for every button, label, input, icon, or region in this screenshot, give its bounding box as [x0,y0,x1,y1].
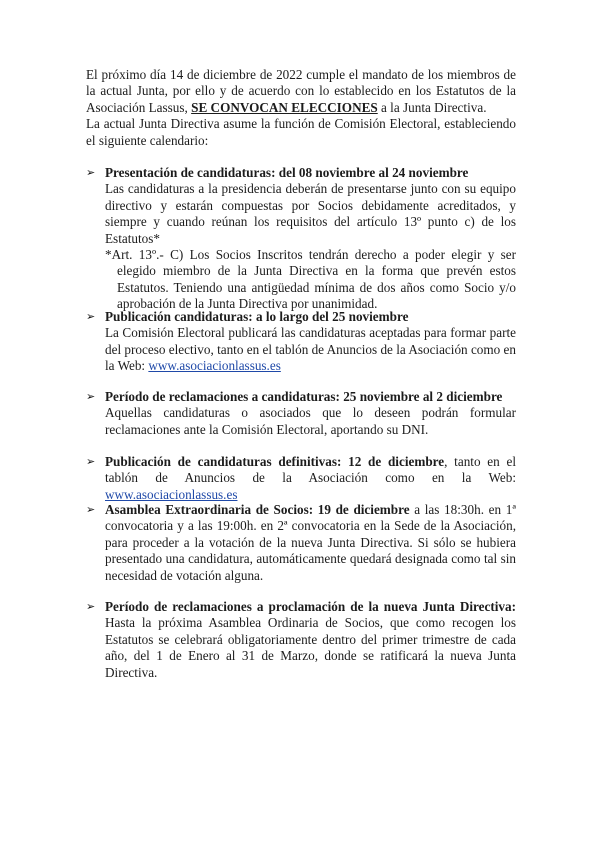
heading-text: Publicación de candidaturas definitivas: 12 de diciembre [105,454,445,469]
intro-paragraph-1 [86,67,516,116]
arrow-bullet-icon: ➢ [86,310,96,323]
section-proclamation-claims [86,599,516,681]
body-text: a las 18:30h. en 1ª convocatoria y a las 19:00h. en 2ª convocatoria en la Sede de la Asociación, para proceder a la votación de la nueva Junta Directiva. Si sólo se hubiera presentado una candidatura, automáticamente quedará designada como tal sin necesidad de votación alguna. [105,502,516,583]
intro-text-a: El próximo día 14 de diciembre de 2022 cumple el mandato de los miembros de la actual Junta, por ello y de acuerdo con lo establecido en los Estatutos de la Asociación Lassus, [86,67,516,115]
body-text: La Comisión Electoral publicará las candidaturas aceptadas para formar parte del proceso electivo, tanto en el tablón de Anuncios de la Asociación como en la Web: [105,325,516,374]
intro-paragraph-2: La actual Junta Directiva asume la función de Comisión Electoral, estableciendo el siguiente calendario: [86,116,516,148]
section-candidacy-submission [86,165,516,313]
section-candidacy-publication [86,309,516,375]
section-final-candidacies [86,454,516,503]
section-body [86,454,516,503]
body-text: , tanto en el tablón de Anuncios de la Asociación como en la Web: [105,454,516,486]
heading-text: Período de reclamaciones a candidaturas: 25 noviembre al 2 diciembre [105,389,503,404]
heading-text: Asamblea Extraordinaria de Socios: 19 de diciembre [105,502,410,517]
arrow-bullet-icon: ➢ [86,390,96,403]
website-link[interactable]: www.asociacionlassus.es [105,486,238,502]
section-heading [86,309,516,325]
website-link[interactable]: www.asociacionlassus.es [148,358,281,374]
section-heading [86,389,516,405]
section-heading [86,165,516,181]
heading-text: Período de reclamaciones a proclamación de la nueva Junta Directiva: [105,599,516,614]
arrow-bullet-icon: ➢ [86,166,96,179]
section-body: Aquellas candidaturas o asociados que lo deseen podrán formular reclamaciones ante la Comisión Electoral, aportando su DNI. [105,405,516,437]
section-body [86,502,516,584]
heading-text: Publicación candidaturas: a lo largo del 25 noviembre [105,309,409,324]
intro-block [86,67,516,149]
section-body: Las candidaturas a la presidencia deberán de presentarse junto con su equipo directivo y estarán compuestas por Socios debidamente acreditados, y siempre y cuando reúnan los requisitos del artículo 13º punto c) de los Estatutos* [105,181,516,246]
section-candidacy-claims [86,389,516,438]
body-text: Hasta la próxima Asamblea Ordinaria de Socios, que como recogen los Estatutos se celebrará obligatoriamente dentro del primer trimestre de cada año, del 1 de Enero al 31 de Marzo, donde se ratificará la nueva Junta Directiva. [105,615,516,680]
intro-text-b: a la Junta Directiva. [377,99,487,115]
heading-text: Presentación de candidaturas: del 08 noviembre al 24 noviembre [105,165,469,180]
arrow-bullet-icon: ➢ [86,455,96,468]
statute-footnote: *Art. 13º.- C) Los Socios Inscritos tendrán derecho a poder elegir y ser elegido miembro de la Junta Directiva en la forma que prevén estos Estatutos. Teniendo una antigüedad mínima de dos años como Socio y/o aprobación de la Junta Directiva por unanimidad. [105,247,516,312]
convocation-announcement: SE CONVOCAN ELECCIONES [191,99,378,115]
arrow-bullet-icon: ➢ [86,600,96,613]
section-body [86,599,516,681]
section-body [105,325,516,374]
section-extraordinary-assembly [86,502,516,584]
arrow-bullet-icon: ➢ [86,503,96,516]
